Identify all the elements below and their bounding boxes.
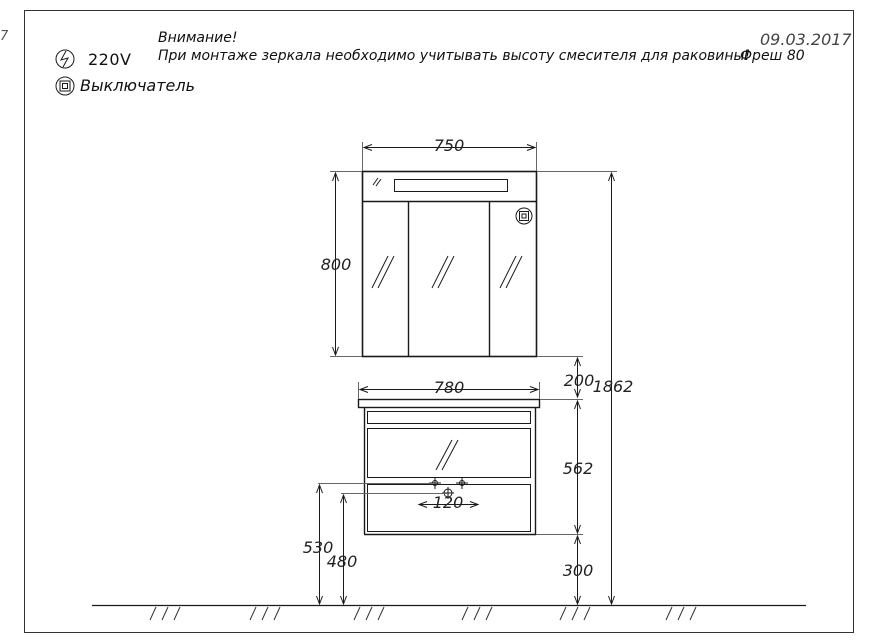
switch-square-icon: [56, 77, 74, 95]
base-cabinet: [359, 400, 540, 535]
dim-total-height: 1862: [592, 377, 634, 396]
model-name: Фреш 80: [740, 48, 805, 64]
dim-mirror-height: 800: [320, 255, 352, 274]
power-label: 220V: [88, 50, 132, 69]
drawing-date: 09.03.2017: [760, 30, 852, 49]
mirror-switch-icon: [516, 208, 532, 224]
sheet-frame: [25, 11, 854, 633]
dim-floor-clearance: 300: [562, 561, 594, 580]
mirror-cabinet: [362, 172, 537, 357]
dim-pipe-height-outer: 530: [302, 538, 334, 557]
switch-label: Выключатель: [80, 76, 196, 95]
lightning-circle-icon: [56, 50, 74, 68]
corner-mark: 7: [0, 29, 9, 44]
dim-mirror-width: 750: [433, 136, 465, 155]
dim-cabinet-height: 562: [562, 459, 594, 478]
floor-hatching: [150, 607, 696, 620]
dim-cabinet-width: 780: [433, 378, 465, 397]
warning-text: При монтаже зеркала необходимо учитывать высоту смесителя для раковины!: [158, 48, 751, 64]
warning-title: Внимание!: [158, 30, 238, 46]
dim-pipe-height-inner: 480: [326, 552, 358, 571]
dim-pipe-spacing: 120: [432, 493, 464, 512]
dim-gap: 200: [563, 371, 595, 390]
